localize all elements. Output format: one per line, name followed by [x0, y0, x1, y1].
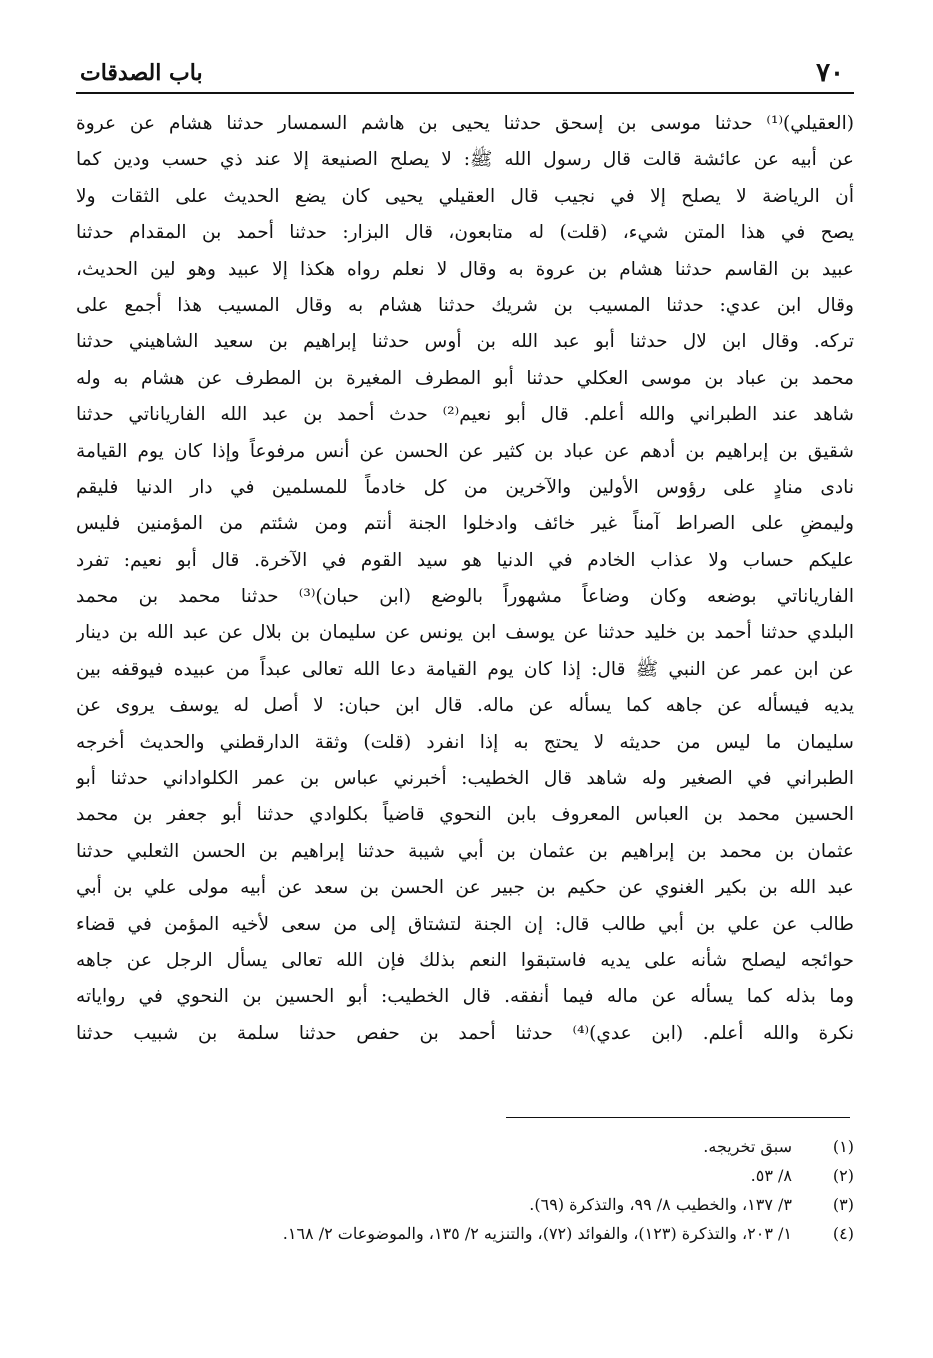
footnotes	[76, 1132, 854, 1248]
text-line: حوائجه ليصلح شأنه على يديه فاستبقوا النعم بذلك فإن الله تعالى يسأل الرجل عن جاهه	[76, 949, 854, 971]
text-line: يديه فيسأله عن جاهه كما يسأله عن ماله. قال ابن حبان: لا أصل له يوسف يروى عن	[76, 695, 854, 717]
footnote-text: ١/ ٢٠٣، والتذكرة (١٢٣)، والفوائد (٧٢)، والتنزيه ٢/ ١٣٥، والموضوعات ٢/ ١٦٨.	[282, 1224, 792, 1243]
page-number: ٧٠	[816, 58, 844, 88]
footnote-number: (١)	[832, 1137, 854, 1156]
footnote-text: ٣/ ١٣٧، والخطيب ٨/ ٩٩، والتذكرة (٦٩).	[529, 1195, 792, 1214]
main-text	[76, 106, 854, 1052]
footnote-divider	[506, 1117, 850, 1118]
text-line: عثمان بن محمد بن إبراهيم بن عثمان بن أبي شيبة حدثنا إبراهيم بن الحسن الثعلبي حدثنا	[76, 840, 854, 862]
text-line: عن أبيه عن عائشة قالت قال رسول الله ﷺ: لا يصلح الصنيعة إلا عند ذي حسب ودين كما	[76, 149, 854, 171]
text-line: طالب عن علي بن أبي طالب قال: إن الجنة لتشتاق إلى من سعى لأخيه المؤمن في قضاء	[76, 913, 854, 935]
footnote-text: ٨/ ٥٣.	[750, 1166, 792, 1185]
footnote	[76, 1190, 854, 1219]
text-line: الفارياناتي بوضعه وكان وضاعاً مشهوراً بالوضع (ابن حبان)⁽³⁾ حدثنا محمد بن محمد	[76, 586, 854, 608]
text-line: وليمضِ على الصراط آمناً غير خائف وادخلوا الجنة أنتم ومن شئتم من المؤمنين فليس	[76, 513, 854, 535]
chapter-title: باب الصدقات	[80, 60, 203, 86]
text-line: وقال ابن عدي: حدثنا المسيب بن شريك حدثنا هشام به وقال المسيب هذا أجمع على	[76, 294, 854, 316]
text-line: سليمان ما ليس من حديثه لا يحتج به إذا انفرد (قلت) وثقة الدارقطني والحديث أخرجه	[76, 731, 854, 753]
text-line: يصح في هذا المتن شيء، (قلت) له متابعون، قال البزار: حدثنا أحمد بن المقدام حدثنا	[76, 222, 854, 244]
footnote	[76, 1161, 854, 1190]
text-line: (العقيلي)⁽¹⁾ حدثنا موسى بن إسحق حدثنا يحيى بن هاشم السمسار حدثنا هشام عن عروة	[76, 113, 854, 134]
text-line: نكرة والله أعلم. (ابن عدي)⁽⁴⁾ حدثنا أحمد بن حفص حدثنا سلمة بن شبيب حدثنا	[76, 1022, 854, 1044]
text-line: عبيد بن القاسم حدثنا هشام بن عروة به وقال لا نعلم رواه هكذا إلا عبيد وهو لين الحديث،	[76, 258, 854, 280]
text-line: نادى منادٍ على رؤوس الأولين والآخرين من كل خادماً للمسلمين في دار الدنيا فليقم	[76, 476, 854, 498]
page-header	[76, 52, 854, 92]
text-line: عبد الله بن بكير الغنوي عن حكيم بن جبير عن الحسن بن سعد عن أبيه مولى علي بن أبي	[76, 877, 854, 899]
text-line: البلدي حدثنا أحمد بن خليد حدثنا عن يوسف ابن يونس عن سليمان بن بلال عن عبد الله بن دينار	[76, 622, 854, 644]
text-line: وما بذله كما يسأله عن ماله فيما أنفقه. قال الخطيب: أبو الحسين بن النحوي في رواياته	[76, 986, 854, 1008]
footnote-number: (٤)	[832, 1224, 854, 1243]
text-line: عن ابن عمر عن النبي ﷺ قال: إذا كان يوم القيامة دعا الله تعالى عبداً من عبيده فيوقفه بين	[76, 658, 854, 680]
text-line: أن الرياضة لا يصلح إلا في نجيب قال العقيلي يحيى كان يضع الحديث على الثقات ولا	[76, 185, 854, 207]
footnote-number: (٢)	[832, 1166, 854, 1185]
footnote-text: سبق تخريجه.	[703, 1137, 792, 1156]
text-line: محمد بن عباد بن موسى العكلي حدثنا أبو المطرف المغيرة بن المطرف عن هشام به وله	[76, 367, 854, 389]
footnote	[76, 1219, 854, 1248]
text-line: شاهد عند الطبراني والله أعلم. قال أبو نعيم⁽²⁾ حدث أحمد بن عبد الله الفارياناتي حدثنا	[76, 404, 854, 426]
text-line: الطبراني في الصغير وله شاهد قال الخطيب: أخبرني عباس بن عمر الكلواداني حدثنا أبو	[76, 768, 854, 790]
text-line: الحسين محمد بن العباس المعروف بابن النحوي قاضياً بكلوادي حدثنا أبو جعفر بن محمد	[76, 804, 854, 826]
text-line: شقيق بن إبراهيم بن أدهم عن عباد بن كثير عن الحسن عن أنس مرفوعاً وإذا كان يوم القيامة	[76, 440, 854, 462]
footnote-number: (٣)	[832, 1195, 854, 1214]
footnote	[76, 1132, 854, 1161]
text-line: تركه. وقال ابن لال حدثنا أبو عبد الله بن أوس حدثنا إبراهيم بن سعيد الشاهيني حدثنا	[76, 331, 854, 353]
text-line: عليكم حساب ولا عذاب الخادم في الدنيا هو سيد القوم في الآخرة. قال أبو نعيم: تفرد	[76, 549, 854, 571]
header-divider	[76, 92, 854, 94]
